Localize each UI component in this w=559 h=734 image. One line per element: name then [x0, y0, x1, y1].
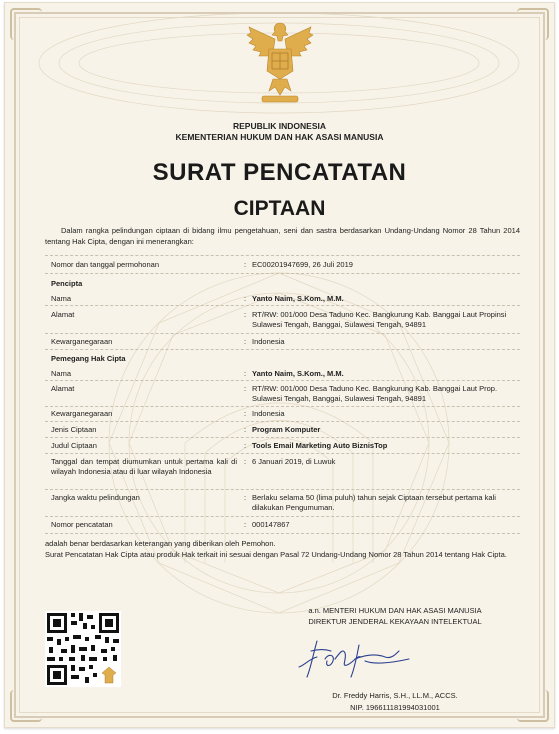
- section-heading-pencipta: Pencipta: [51, 279, 83, 288]
- signatory-name: Dr. Freddy Harris, S.H., LL.M., ACCS.: [332, 691, 458, 700]
- creator-name: Yanto Naim, S.Kom., M.M.: [252, 294, 344, 303]
- announcement-value: 6 Januari 2019, di Luwuk: [252, 457, 336, 466]
- divider: [45, 421, 520, 422]
- corner-ornament: [10, 8, 42, 40]
- colon: :: [244, 310, 247, 319]
- field-label: Jenis Ciptaan: [51, 425, 97, 434]
- creator-nationality: Indonesia: [252, 337, 285, 346]
- colon: :: [244, 457, 247, 466]
- colon: :: [244, 384, 247, 393]
- ministry-header: KEMENTERIAN HUKUM DAN HAK ASASI MANUSIA: [175, 132, 384, 142]
- field-label: Alamat: [51, 310, 75, 319]
- divider: [45, 489, 520, 490]
- signatory-position: DIREKTUR JENDERAL KEKAYAAN INTELEKTUAL: [308, 617, 482, 626]
- colon: :: [244, 409, 247, 418]
- divider: [45, 533, 520, 534]
- colon: :: [244, 493, 247, 502]
- divider: [45, 406, 520, 407]
- divider: [45, 453, 520, 454]
- signatory-nip: NIP. 196611181994031001: [350, 703, 440, 712]
- colon: :: [244, 369, 247, 378]
- application-value: EC00201947699, 26 Juli 2019: [252, 260, 353, 269]
- republic-header: REPUBLIK INDONESIA: [232, 121, 327, 131]
- divider: [45, 380, 520, 381]
- colon: :: [244, 425, 247, 434]
- work-type: Program Komputer: [252, 425, 321, 434]
- term-value: Berlaku selama 50 (lima puluh) tahun sejak Ciptaan tersebut pertama kali dilakukan Pengumuman.: [252, 493, 496, 512]
- holder-name: Yanto Naim, S.Kom., M.M.: [252, 369, 344, 378]
- divider: [45, 437, 520, 438]
- field-label: Tanggal dan tempat diumumkan untuk pertama kali di wilayah Indonesia atau di luar wilayah Indonesia: [51, 457, 237, 476]
- divider: [45, 333, 520, 334]
- signature-icon: [295, 637, 415, 681]
- holder-address: RT/RW: 001/000 Desa Taduno Kec. Bangkurung Kab. Banggai Laut Prop. Sulawesi Tengah, Banggai, Sulawesi Tengah, 94891: [252, 384, 498, 403]
- divider: [45, 305, 520, 306]
- closing-line-1: adalah benar berdasarkan keterangan yang diberikan oleh Pemohon.: [45, 539, 276, 548]
- field-label: Kewarganegaraan: [51, 409, 113, 418]
- section-heading-pemegang: Pemegang Hak Cipta: [51, 354, 126, 363]
- creator-address: RT/RW: 001/000 Desa Taduno Kec. Bangkurung Kab. Banggai Laut Propinsi Sulawesi Tengah, Banggai, Sulawesi Tengah, 94891: [252, 310, 507, 329]
- colon: :: [244, 441, 247, 450]
- field-label: Nama: [51, 369, 72, 378]
- field-label: Nama: [51, 294, 72, 303]
- closing-line-2: Surat Pencatatan Hak Cipta atau produk Hak terkait ini sesuai dengan Pasal 72 Undang-Undang Nomor 28 Tahun 2014 tentang Hak Cipta.: [45, 550, 507, 559]
- colon: :: [244, 294, 247, 303]
- field-label: Judul Ciptaan: [51, 441, 97, 450]
- holder-nationality: Indonesia: [252, 409, 285, 418]
- colon: :: [244, 260, 247, 269]
- colon: :: [244, 337, 247, 346]
- divider: [45, 273, 520, 274]
- qr-code-icon: [45, 611, 121, 687]
- divider: [45, 349, 520, 350]
- field-label: Alamat: [51, 384, 75, 393]
- field-label: Nomor pencatatan: [51, 520, 113, 529]
- field-label: Jangka waktu pelindungan: [51, 493, 140, 502]
- document-title: SURAT PENCATATAN: [152, 159, 407, 186]
- colon: :: [244, 520, 247, 529]
- corner-ornament: [517, 8, 549, 40]
- document-subtitle: CIPTAAN: [233, 197, 326, 220]
- divider: [45, 516, 520, 517]
- garuda-emblem-icon: [245, 19, 315, 107]
- record-number: 000147867: [252, 520, 290, 529]
- field-label: Nomor dan tanggal permohonan: [51, 260, 159, 269]
- signatory-on-behalf: a.n. MENTERI HUKUM DAN HAK ASASI MANUSIA: [308, 606, 482, 615]
- corner-ornament: [10, 690, 42, 722]
- intro-paragraph: Dalam rangka pelindungan ciptaan di bidang ilmu pengetahuan, seni dan sastra berdasarkan Undang-Undang Nomor 28 Tahun 2014 tentang Hak Cipta, dengan ini menerangkan:: [45, 226, 520, 246]
- field-label: Kewarganegaraan: [51, 337, 113, 346]
- work-title: Tools Email Marketing Auto BiznisTop: [252, 441, 388, 450]
- divider: [45, 255, 520, 256]
- certificate-page: [4, 2, 555, 728]
